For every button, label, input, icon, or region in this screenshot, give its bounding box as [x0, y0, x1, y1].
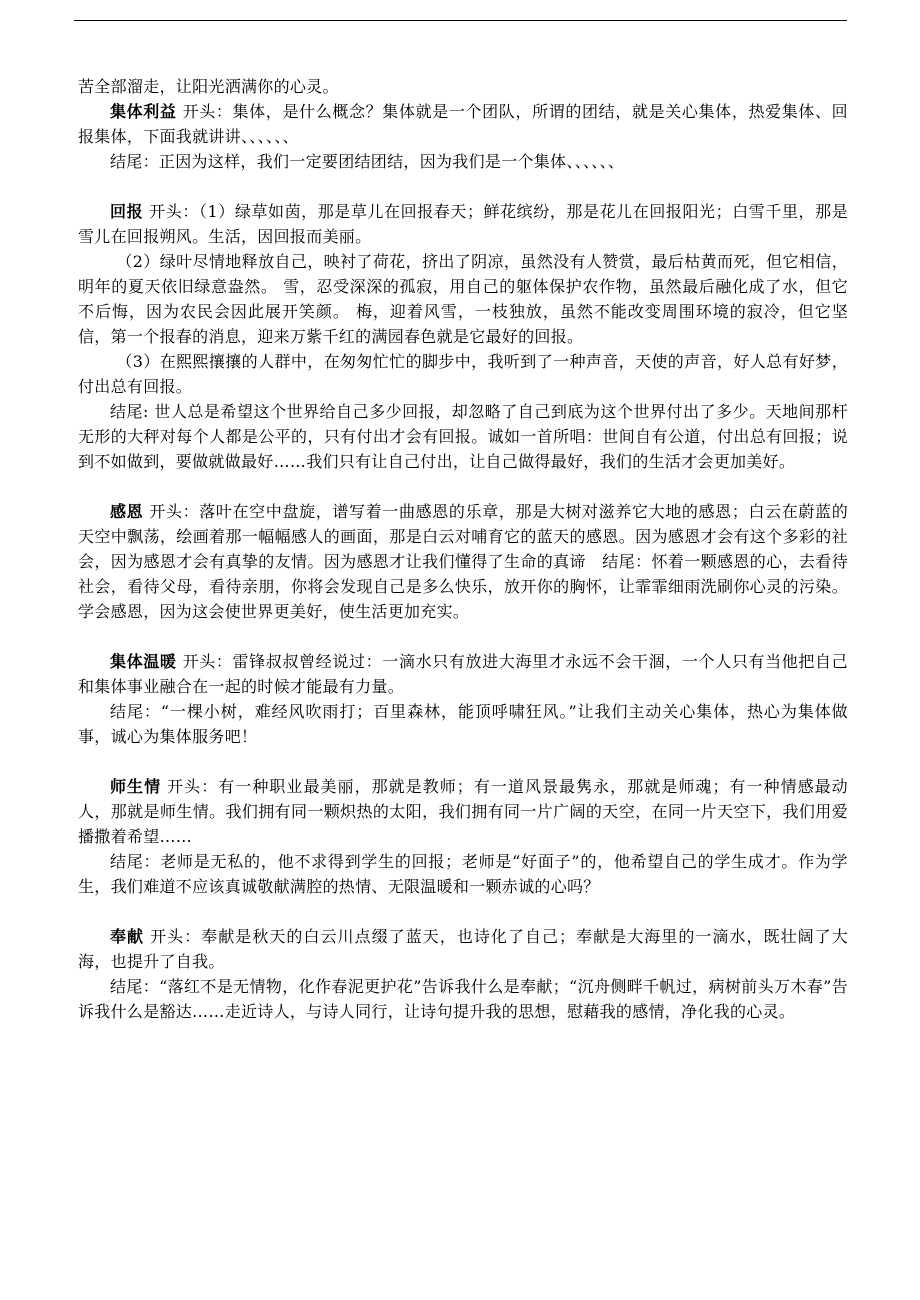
section-heading: 奉献	[110, 927, 145, 946]
section-reward-part2: （2）绿叶尽情地释放自己，映衬了荷花，挤出了阴凉，虽然没有人赞赏，最后枯黄而死，但它相信，明年的夏天依旧绿意盎然。 雪，忍受深深的孤寂，用自己的躯体保护农作物，虽然最后融化成了水，但它不后悔，因为农民会因此展开笑颜。 梅，迎着风雪，一枝独放，虽然不能改变周围环境的寂冷，但它坚信，第一个报春的消息，迎来万紫千红的满园春色就是它最好的回报。	[78, 252, 848, 346]
section-opening: 开头：雷锋叔叔曾经说过：一滴水只有放进大海里才永远不会干涸，一个人只有当他把自己和集体事业融合在一起的时候才能最有力量。	[78, 652, 848, 696]
section-dedication-end: 结尾：“落红不是无情物，化作春泥更护花”告诉我什么是奉献；“沉舟侧畔千帆过，病树前头万木春”告诉我什么是豁达……走近诗人，与诗人同行，让诗句提升我的思想，慰藉我的感情，净化我的心灵。	[78, 977, 848, 1021]
section-collective-interest-end: 结尾：正因为这样，我们一定要团结团结，因为我们是一个集体、、、、、、	[110, 152, 625, 171]
section-gratitude	[78, 499, 848, 624]
section-collective-warmth-open	[78, 649, 848, 699]
section-reward-end: 结尾: 世人总是希望这个世界给自己多少回报，却忽略了自己到底为这个世界付出了多少。天地间那杆无形的大秤对每个人都是公平的，只有付出才会有回报。诚如一首所唱：世间自有公道，付出总有回报；说到不如做到，要做就做最好……我们只有让自己付出，让自己做得最好，我们的生活才会更加美好。	[78, 402, 848, 471]
section-opening: 开头：有一种职业最美丽，那就是教师；有一道风景最隽永，那就是师魂；有一种情感最动人，那就是师生情。我们拥有同一颗炽热的太阳，我们拥有同一片广阔的天空，在同一片天空下，我们用爱播撒着希望……	[78, 777, 848, 846]
paragraph-continued: 苦全部溜走，让阳光洒满你的心灵。	[78, 77, 339, 96]
document-body	[78, 74, 848, 1024]
section-collective-warmth-end: 结尾：“一棵小树，难经风吹雨打；百里森林，能顶呼啸狂风。”让我们主动关心集体，热心为集体做事，诚心为集体服务吧！	[78, 702, 848, 746]
section-text: 开头：落叶在空中盘旋，谱写着一曲感恩的乐章，那是大树对滋养它大地的感恩；白云在蔚蓝的天空中飘荡，绘画着那一幅幅感人的画面，那是白云对哺育它的蓝天的感恩。因为感恩才会有这个多彩的社会，因为感恩才会有真挚的友情。因为感恩才让我们懂得了生命的真谛 结尾：怀着一颗感恩的心，去看待社会，看待父母，看待亲朋，你将会发现自己是多么快乐，放开你的胸怀，让霏霏细雨洗刷你心灵的污染。学会感恩，因为这会使世界更美好，使生活更加充实。	[78, 502, 848, 621]
section-reward-part3: （3）在熙熙攘攘的人群中，在匆匆忙忙的脚步中，我听到了一种声音，天使的声音，好人总有好梦，付出总有回报。	[78, 352, 848, 396]
section-opening: 开头：集体，是什么概念？集体就是一个团队，所谓的团结，就是关心集体，热爱集体、回报集体，下面我就讲讲、、、、、、	[78, 102, 848, 146]
section-opening: 开头：奉献是秋天的白云川点缀了蓝天，也诗化了自己；奉献是大海里的一滴水，既壮阔了大海，也提升了自我。	[78, 927, 848, 971]
section-heading: 集体温暖	[110, 652, 177, 671]
section-teacher-student-end: 结尾：老师是无私的，他不求得到学生的回报；老师是“好面子”的，他希望自己的学生成才。作为学生，我们难道不应该真诚敬献满腔的热情、无限温暖和一颗赤诚的心吗？	[78, 852, 848, 896]
section-dedication-open	[78, 924, 848, 974]
section-collective-interest-open	[78, 99, 848, 149]
section-heading: 集体利益	[110, 102, 177, 121]
section-reward-open	[78, 199, 848, 249]
section-heading: 回报	[110, 202, 144, 221]
section-teacher-student-open	[78, 774, 848, 849]
section-heading: 师生情	[110, 777, 162, 796]
section-opening: 开头：（1）绿草如茵，那是草儿在回报春天；鲜花缤纷，那是花儿在回报阳光；白雪千里，那是雪儿在回报朔风。生活，因回报而美丽。	[78, 202, 848, 246]
header-rule	[74, 20, 847, 21]
section-heading: 感恩	[110, 502, 144, 521]
